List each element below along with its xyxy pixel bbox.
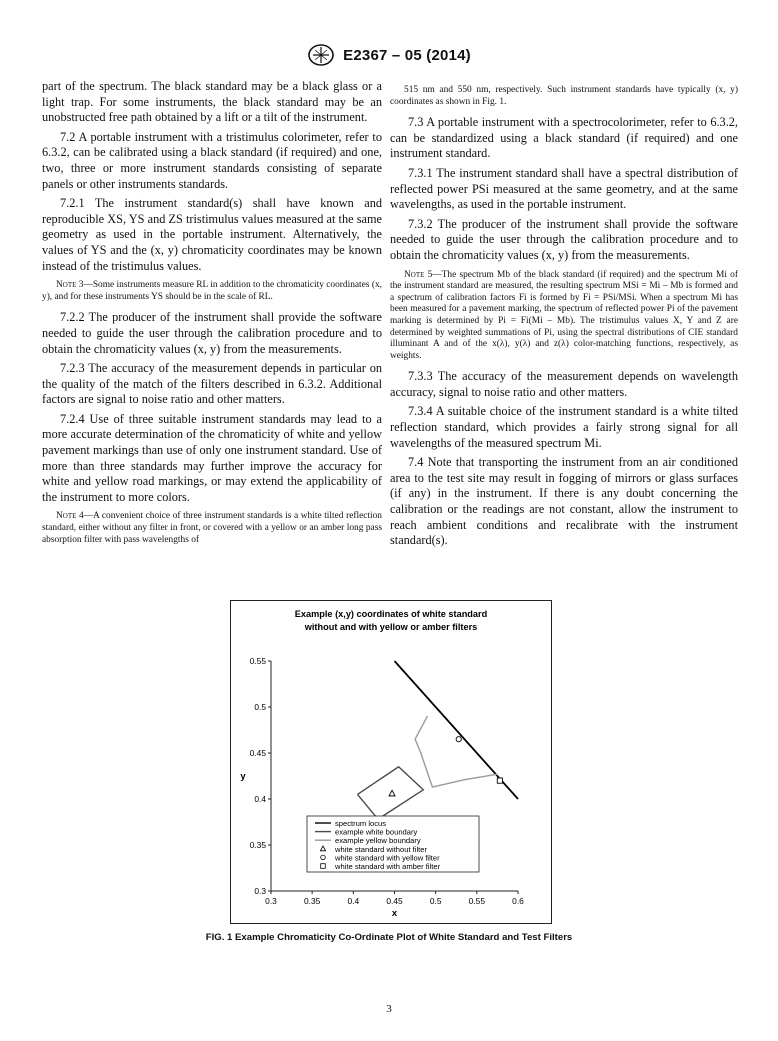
x-tick-label: 0.5 bbox=[429, 896, 442, 906]
paragraph-text: —A convenient choice of three instrument standards is a white tilted reflection standard, either without any filter in front, or covered with a yellow or an amber long pass absorption filter with pass wavelengths of bbox=[42, 511, 382, 545]
legend-label: example yellow boundary bbox=[335, 836, 421, 846]
note-paragraph bbox=[390, 270, 738, 363]
circle-marker bbox=[456, 737, 461, 742]
note-paragraph bbox=[42, 511, 382, 546]
note-label: Note 4 bbox=[56, 511, 84, 522]
paragraph-text: 7.3 A portable instrument with a spectrocolorimeter, refer to 6.3.2, can be standardized using a black standard (if required) and one instrument standard. bbox=[390, 115, 738, 161]
paragraph bbox=[390, 217, 738, 264]
legend-label: white standard with yellow filter bbox=[335, 853, 440, 863]
note-label: Note 5 bbox=[404, 269, 433, 280]
paragraph-text: 7.3.4 A suitable choice of the instrument standard is a white tilted reflection standard, which provides a fairly strong signal for all wavelengths of the measured spectrum Mi. bbox=[390, 404, 738, 450]
x-tick-label: 0.6 bbox=[512, 896, 524, 906]
square-marker bbox=[497, 778, 502, 783]
paragraph bbox=[390, 115, 738, 162]
legend-label: example white boundary bbox=[335, 827, 418, 837]
y-tick-label: 0.35 bbox=[249, 840, 266, 850]
paragraph-text: 7.3.2 The producer of the instrument shall provide the software needed to guide the user through the calibration procedure and to obtain the chromaticity values (x, y) from the measurements. bbox=[390, 216, 738, 262]
paragraph-text: 7.3.3 The accuracy of the measurement depends on wavelength accuracy, signal to noise ratio and other matters. bbox=[390, 369, 738, 399]
legend-label: white standard without filter bbox=[335, 844, 428, 854]
paragraph bbox=[42, 79, 382, 126]
note-paragraph bbox=[390, 85, 738, 108]
note-paragraph bbox=[42, 280, 382, 303]
paragraph bbox=[42, 130, 382, 192]
y-axis-label: y bbox=[240, 771, 246, 782]
paragraph-text: 7.2.1 The instrument standard(s) shall have known and reproducible XS, YS and ZS tristimulus values measured at the same geometry as used in the portable instrument. Alternatively, the values of YS and the (x, y) chromaticity coordinates may be known instead of the tristimulus values. bbox=[42, 196, 382, 273]
y-tick-label: 0.45 bbox=[249, 748, 266, 758]
left-column bbox=[42, 79, 382, 553]
x-tick-label: 0.55 bbox=[468, 896, 485, 906]
paragraph-text: 7.2.4 Use of three suitable instrument standards may lead to a more accurate determination of the chromaticity of white and yellow pavement markings than use of only one instrument standard. Use of more than three standards may further improve the accuracy for white and yellow road markings, or may extend the applicability of the instrument to more colors. bbox=[42, 411, 382, 504]
right-column bbox=[390, 79, 738, 553]
x-tick-label: 0.3 bbox=[265, 896, 277, 906]
paragraph-text: 7.2 A portable instrument with a tristimulus colorimeter, refer to 6.3.2, can be calibrated using a black standard (if required) and one, two, three or more instrument standards consisting of separate panels or other instruments standards. bbox=[42, 129, 382, 191]
y-tick-label: 0.5 bbox=[254, 702, 266, 712]
paragraph-text: —Some instruments measure RL in addition to the chromaticity coordinates (x, y), and for these instruments YS should be in the scale of RL. bbox=[42, 280, 382, 302]
legend-label: white standard with amber filter bbox=[335, 862, 441, 871]
document-id: E2367 – 05 (2014) bbox=[343, 46, 471, 64]
paragraph bbox=[42, 310, 382, 357]
legend-square-swatch bbox=[321, 864, 326, 869]
astm-logo-icon bbox=[307, 44, 335, 66]
paragraph bbox=[42, 196, 382, 274]
x-tick-label: 0.35 bbox=[304, 896, 321, 906]
y-tick-label: 0.4 bbox=[254, 794, 266, 804]
paragraph-text: 7.2.2 The producer of the instrument shall provide the software needed to guide the user through the calibration procedure and to obtain the chromaticity values (x, y) from the measurements. bbox=[42, 310, 382, 356]
paragraph-text: 515 nm and 550 nm, respectively. Such instrument standards have typically (x, y) coordinates as shown in Fig. 1. bbox=[390, 85, 738, 107]
x-axis-label: x bbox=[391, 908, 398, 919]
chart-title-line: without and with yellow or amber filters bbox=[304, 622, 478, 632]
paragraph-text: 7.4 Note that transporting the instrument from an air conditioned area to the test site may result in fogging of mirrors or glass surfaces (if any) in the instrument. If there is any doubt concerning the calibration or the readings are not constant, allow the instrument to reach ambient conditions and recalibrate with the instrument standard(s). bbox=[390, 455, 738, 548]
page-header bbox=[0, 44, 778, 66]
paragraph-text: —The spectrum Mb of the black standard (if required) and the spectrum Mi of the instrument standard are measured, the resulting spectrum MSi = Mi – Mb is formed and a spectrum of calibration factors Fi is formed by Fi = PSi/MSi. When a spectrum Mi has been measured for a pavement marking, the spectrum of reflected power Pi of the pavement marking is determined by Pi = Fi(Mi – Mb). The tristimulus values X, Y and Z are determined by weighted summations of Pi, using the spectral distributions of CIE standard illuminant A and of the x(λ), y(λ) and z(λ) color-matching functions, respectively, as weights. bbox=[390, 269, 738, 361]
chromaticity-chart bbox=[231, 601, 551, 923]
x-tick-label: 0.45 bbox=[386, 896, 403, 906]
paragraph bbox=[42, 412, 382, 506]
chart-title-line: Example (x,y) coordinates of white standard bbox=[294, 609, 488, 619]
paragraph-text: part of the spectrum. The black standard may be a black glass or a light trap. For some instruments, the black standard may be an unobstructed free path obtained by a lift or a tilt of the instrument. bbox=[42, 79, 382, 125]
figure-caption: FIG. 1 Example Chromaticity Co-Ordinate Plot of White Standard and Test Filters bbox=[205, 932, 573, 943]
series-line bbox=[415, 716, 497, 787]
x-tick-label: 0.4 bbox=[347, 896, 360, 906]
figure-1 bbox=[230, 600, 552, 924]
paragraph bbox=[390, 455, 738, 549]
legend-label: spectrum locus bbox=[335, 819, 387, 828]
legend-circle-swatch bbox=[321, 855, 326, 860]
y-tick-label: 0.55 bbox=[249, 656, 266, 666]
paragraph bbox=[390, 166, 738, 213]
paragraph-text: 7.2.3 The accuracy of the measurement depends in particular on the quality of the match of the filters described in 6.3.2. Additional factors are signal to noise ratio and other matters. bbox=[42, 361, 382, 407]
paragraph bbox=[42, 361, 382, 408]
paragraph-text: 7.3.1 The instrument standard shall have a spectral distribution of reflected power PSi measured at the same geometry, and at the same wavelengths, as used in the portable instrument. bbox=[390, 165, 738, 212]
page-number: 3 bbox=[386, 1003, 392, 1015]
paragraph bbox=[390, 369, 738, 400]
triangle-marker bbox=[389, 790, 395, 796]
note-label: Note 3 bbox=[56, 280, 84, 291]
paragraph bbox=[390, 404, 738, 451]
y-tick-label: 0.3 bbox=[254, 886, 266, 896]
